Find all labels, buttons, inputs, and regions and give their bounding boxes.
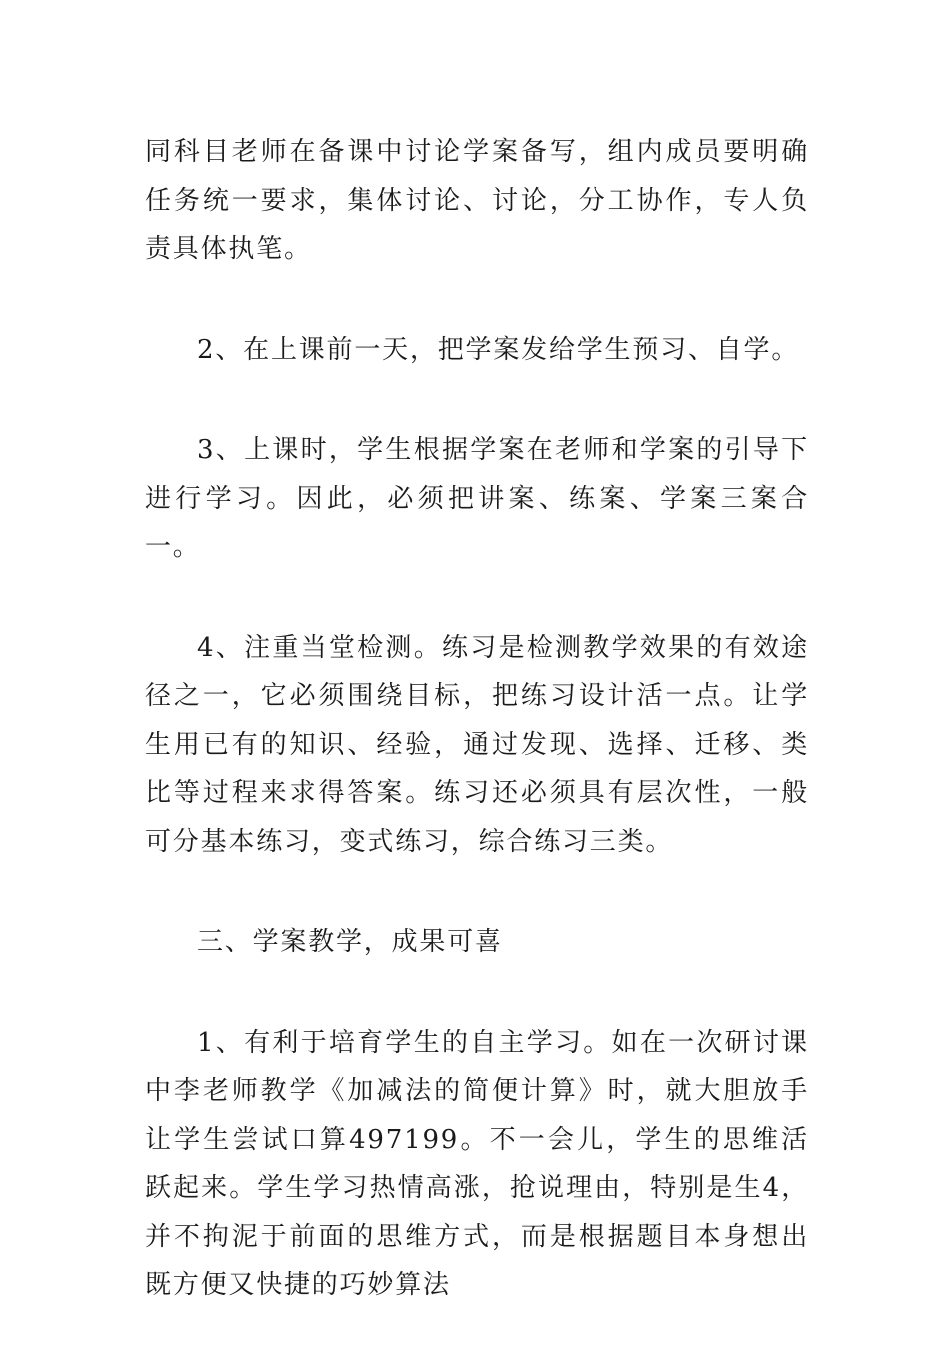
paragraph-result-1: 1、有利于培育学生的自主学习。如在一次研讨课中李老师教学《加减法的简便计算》时，就大胆放手让学生尝试口算497199。不一会儿，学生的思维活跃起来。学生学习热情高涨，抢说理由，特别是生4，并不拘泥于前面的思维方式，而是根据题目本身想出既方便又快捷的巧妙算法: [145, 1027, 809, 1300]
paragraph-item-4: 4、注重当堂检测。练习是检测教学效果的有效途径之一，它必须围绕目标，把练习设计活一点。让学生用已有的知识、经验，通过发现、选择、迁移、类比等过程来求得答案。练习还必须具有层次性，一般可分基本练习，变式练习，综合练习三类。: [145, 632, 809, 857]
paragraph-item-3: 3、上课时，学生根据学案在老师和学案的引导下进行学习。因此，必须把讲案、练案、学案三案合一。: [145, 435, 809, 562]
section-heading: 三、学案教学，成果可喜: [197, 927, 503, 957]
paragraph-item-2: 2、在上课前一天，把学案发给学生预习、自学。: [197, 334, 800, 365]
paragraph-continuation: 同科目老师在备课中讨论学案备写，组内成员要明确任务统一要求，集体讨论、讨论，分工协作，专人负责具体执笔。: [145, 137, 809, 264]
document-body: [145, 128, 809, 1362]
